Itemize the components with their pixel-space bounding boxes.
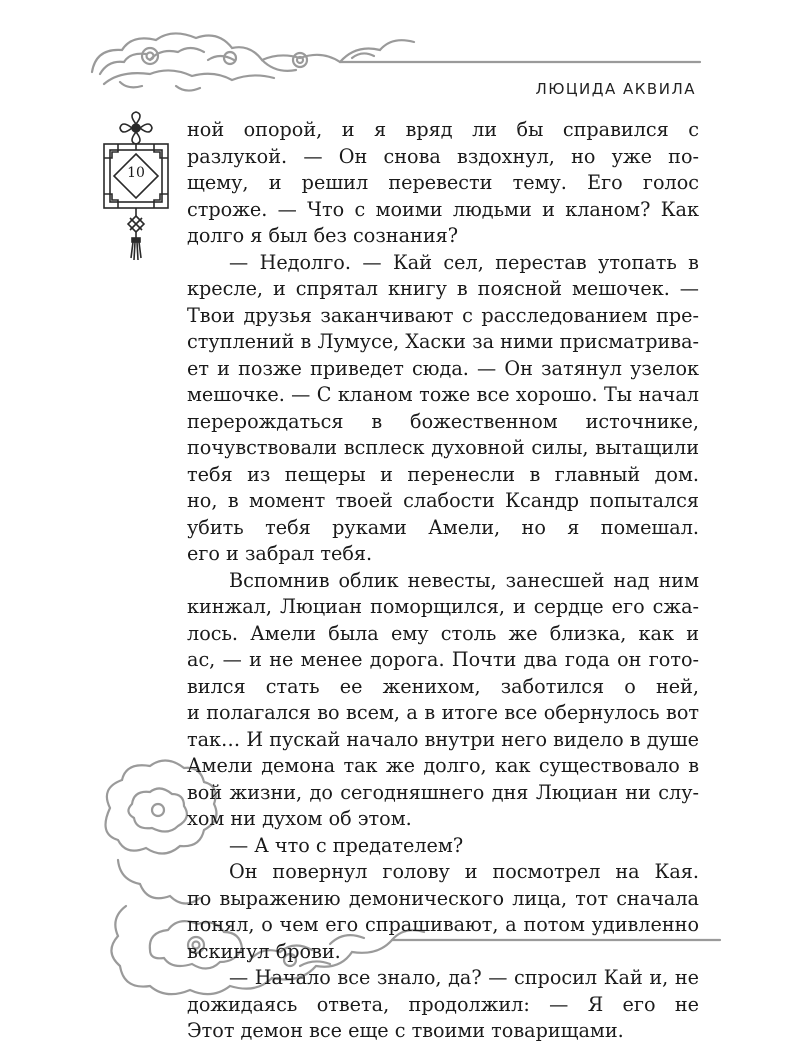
text-line: ной опорой, и я вряд ли бы справился с bbox=[187, 118, 699, 141]
text-line: мешочке. — С кланом тоже все хорошо. Ты начал bbox=[187, 383, 699, 406]
text-line: хом ни духом об этом. bbox=[187, 807, 412, 830]
text-line: — Недолго. — Кай сел, перестав утопать в bbox=[229, 250, 699, 274]
text-line: его и забрал тебя. bbox=[187, 542, 373, 565]
text-line: перерождаться в божественном источнике, bbox=[187, 409, 699, 433]
text-line: кресле, и спрятал книгу в поясной мешочек. — bbox=[187, 277, 699, 300]
knot-pendant-icon bbox=[104, 112, 168, 260]
text-line: Амели демона так же долго, как существовало в bbox=[187, 754, 699, 777]
text-line: тебя из пещеры и перенесли в главный дом. bbox=[187, 462, 699, 486]
text-line: строже. — Что с моими людьми и кланом? Как bbox=[187, 197, 699, 221]
text-line: убить тебя руками Амели, но я помешал. bbox=[187, 515, 699, 539]
text-line: — А что с предателем? bbox=[229, 833, 464, 857]
text-line: ступлений в Лумусе, Хаски за ними присматрива- bbox=[187, 330, 699, 353]
text-line: дожидаясь ответа, продолжил: — Я его не bbox=[187, 992, 699, 1016]
text-line: Твои друзья заканчивают с расследованием пре- bbox=[187, 303, 699, 327]
text-line: и полагался во всем, а в итоге все обернулось вот bbox=[187, 701, 699, 724]
page-number: 10 bbox=[127, 165, 145, 181]
text-line: ет и позже приведет сюда. — Он затянул узелок bbox=[187, 356, 699, 380]
text-line: разлукой. — Он снова вздохнул, но уже по- bbox=[187, 144, 699, 168]
text-line: Вспомнив облик невесты, занесшей над ним bbox=[229, 568, 699, 592]
text-line: вился стать ее женихом, заботился о ней, bbox=[187, 674, 699, 698]
text-line: вскинул брови. bbox=[187, 939, 341, 963]
running-title: ЛЮЦИДА АКВИЛА bbox=[535, 80, 696, 98]
text-line: лось. Амели была ему столь же близка, как и bbox=[187, 621, 699, 645]
text-line: ас, — и не менее дорога. Почти два года он гото- bbox=[187, 648, 699, 671]
text-line: так… И пускай начало внутри него видело в душе bbox=[187, 727, 699, 751]
text-line: Этот демон все еще с твоими товарищами. bbox=[187, 1019, 624, 1042]
text-line: почувствовали всплеск духовной силы, вытащили bbox=[187, 436, 699, 459]
text-line: долго я был без сознания? bbox=[187, 224, 459, 247]
text-line: но, в момент твоей слабости Ксандр попытался bbox=[187, 489, 699, 512]
text-line: по выражению демонического лица, тот сначала bbox=[187, 886, 699, 910]
text-line: щему, и решил перевести тему. Его голос bbox=[187, 171, 699, 194]
text-line: понял, о чем его спрашивают, а потом удивленно bbox=[187, 913, 699, 936]
text-line: — Начало все знало, да? — спросил Кай и, не bbox=[229, 966, 699, 989]
body-text bbox=[187, 117, 699, 1045]
text-line: вой жизни, до сегодняшнего дня Люциан ни слу- bbox=[187, 780, 699, 804]
text-line: кинжал, Люциан поморщился, и сердце его сжа- bbox=[187, 595, 699, 618]
text-line: Он повернул голову и посмотрел на Кая. bbox=[229, 860, 699, 883]
